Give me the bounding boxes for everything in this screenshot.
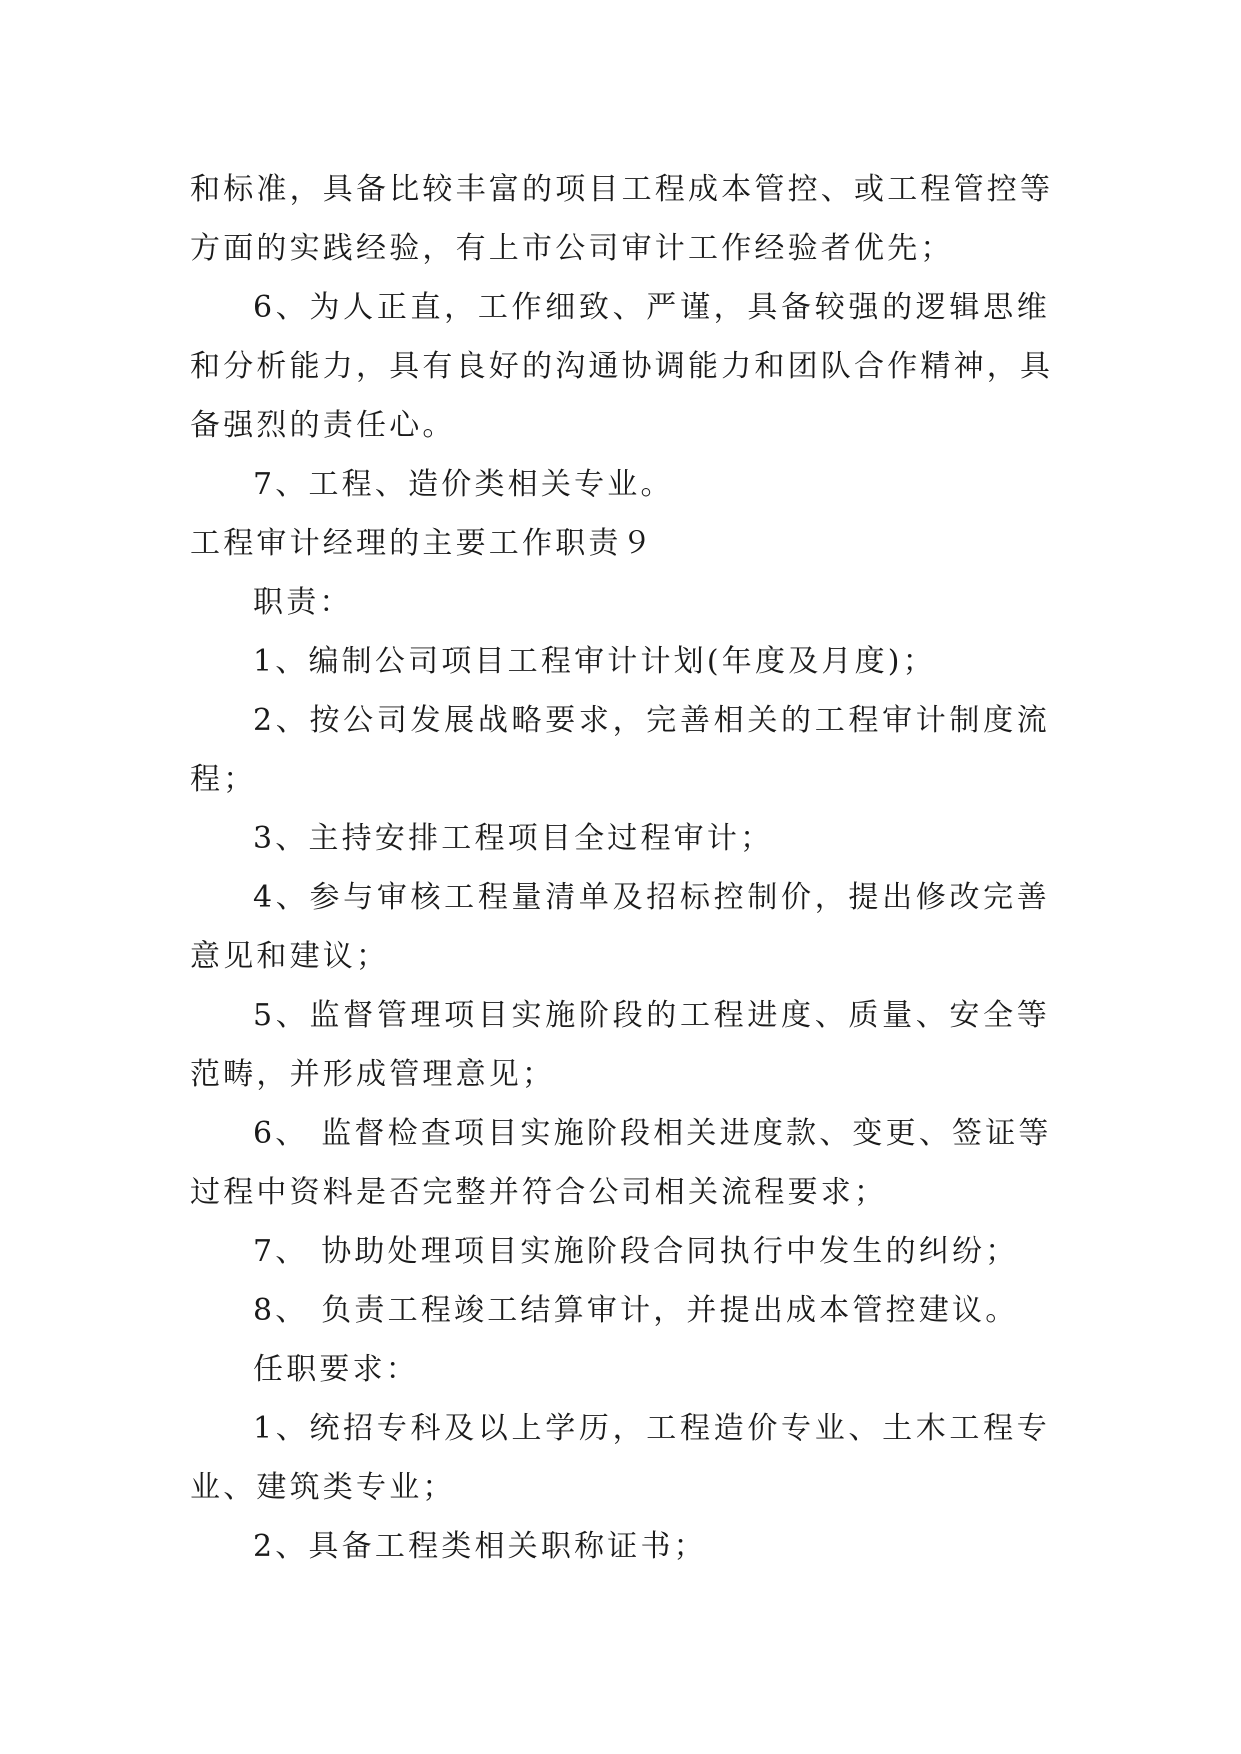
list-item: 2、按公司发展战略要求，完善相关的工程审计制度流 (253, 703, 1050, 738)
text-line: 和分析能力，具有良好的沟通协调能力和团队合作精神，具 (190, 349, 1054, 384)
list-item: 3、主持安排工程项目全过程审计； (253, 821, 774, 856)
text-line: 业、建筑类专业； (190, 1470, 456, 1505)
list-item: 1、统招专科及以上学历，工程造价专业、土木工程专 (253, 1411, 1050, 1446)
subheading-requirements: 任职要求： (253, 1352, 419, 1387)
list-item: 4、参与审核工程量清单及招标控制价，提出修改完善 (253, 880, 1050, 915)
list-item: 7、 协助处理项目实施阶段合同执行中发生的纠纷； (253, 1234, 1019, 1269)
list-item: 8、 负责工程竣工结算审计，并提出成本管控建议。 (253, 1293, 1019, 1328)
list-item: 7、工程、造价类相关专业。 (253, 467, 674, 502)
text-line: 程； (190, 762, 257, 797)
text-line: 备强烈的责任心。 (190, 408, 456, 443)
text-line: 和标准，具备比较丰富的项目工程成本管控、或工程管控等 (190, 172, 1054, 207)
list-item: 5、监督管理项目实施阶段的工程进度、质量、安全等 (253, 998, 1050, 1033)
text-line: 方面的实践经验，有上市公司审计工作经验者优先； (190, 231, 954, 266)
text-line: 范畴，并形成管理意见； (190, 1057, 556, 1092)
list-item: 2、具备工程类相关职称证书； (253, 1529, 707, 1564)
text-line: 意见和建议； (190, 939, 390, 974)
list-item: 6、 监督检查项目实施阶段相关进度款、变更、签证等 (253, 1116, 1052, 1151)
document-page (190, 160, 1054, 1576)
text-line: 过程中资料是否完整并符合公司相关流程要求； (190, 1175, 888, 1210)
subheading-duties: 职责： (253, 585, 353, 620)
list-item: 1、编制公司项目工程审计计划(年度及月度)； (253, 644, 936, 679)
list-item: 6、为人正直，工作细致、严谨，具备较强的逻辑思维 (253, 290, 1050, 325)
section-heading: 工程审计经理的主要工作职责９ (190, 526, 655, 561)
